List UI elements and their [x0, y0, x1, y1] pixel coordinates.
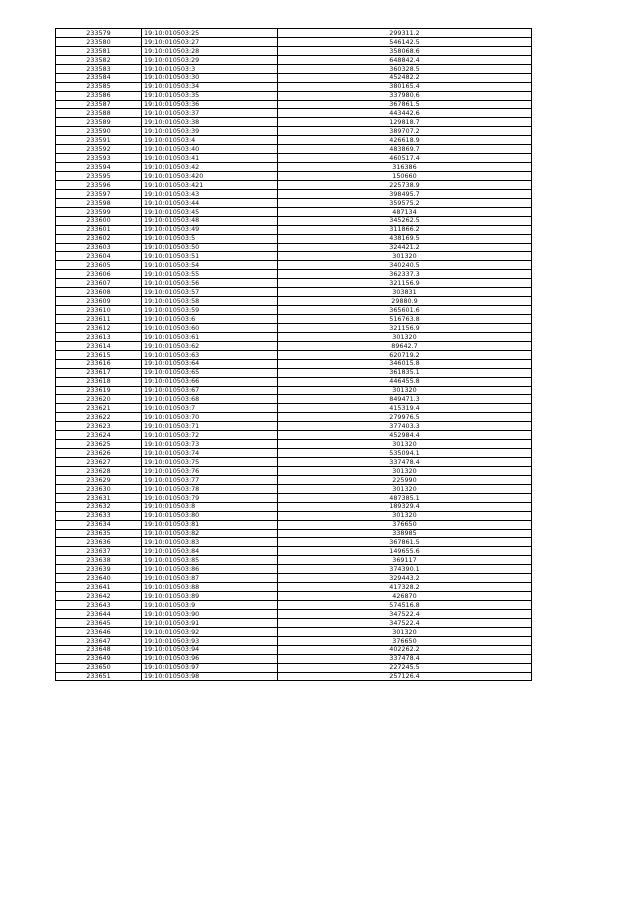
value-cell: 321156.9 [278, 279, 532, 288]
data-table [55, 28, 532, 681]
table-row [56, 100, 532, 109]
table-row [56, 493, 532, 502]
value-cell: 279976.5 [278, 413, 532, 422]
value-cell: 648842.4 [278, 55, 532, 64]
value-cell: 345262.5 [278, 216, 532, 225]
row-id-cell: 233613 [56, 332, 142, 341]
value-cell: 483869.7 [278, 145, 532, 154]
cadastral-number-cell: 19:10:010503:75 [142, 458, 278, 467]
row-id-cell: 233621 [56, 404, 142, 413]
row-id-cell: 233640 [56, 574, 142, 583]
value-cell: 346015.8 [278, 359, 532, 368]
table-row [56, 449, 532, 458]
row-id-cell: 233620 [56, 395, 142, 404]
cadastral-number-cell: 19:10:010503:97 [142, 663, 278, 672]
cadastral-number-cell: 19:10:010503:89 [142, 592, 278, 601]
cadastral-number-cell: 19:10:010503:7 [142, 404, 278, 413]
table-row [56, 431, 532, 440]
table-row [56, 475, 532, 484]
row-id-cell: 233585 [56, 82, 142, 91]
value-cell: 340240.5 [278, 261, 532, 270]
cadastral-number-cell: 19:10:010503:85 [142, 556, 278, 565]
value-cell: 415319.4 [278, 404, 532, 413]
row-id-cell: 233606 [56, 270, 142, 279]
cadastral-number-cell: 19:10:010503:91 [142, 618, 278, 627]
cadastral-number-cell: 19:10:010503:43 [142, 189, 278, 198]
row-id-cell: 233609 [56, 297, 142, 306]
cadastral-number-cell: 19:10:010503:58 [142, 297, 278, 306]
row-id-cell: 233602 [56, 234, 142, 243]
cadastral-number-cell: 19:10:010503:84 [142, 547, 278, 556]
row-id-cell: 233618 [56, 377, 142, 386]
cadastral-number-cell: 19:10:010503:4 [142, 136, 278, 145]
value-cell: 362337.3 [278, 270, 532, 279]
row-id-cell: 233596 [56, 180, 142, 189]
table-row [56, 252, 532, 261]
row-id-cell: 233601 [56, 225, 142, 234]
table-row [56, 297, 532, 306]
cadastral-number-cell: 19:10:010503:94 [142, 645, 278, 654]
value-cell: 426618.9 [278, 136, 532, 145]
cadastral-number-cell: 19:10:010503:60 [142, 323, 278, 332]
value-cell: 329443.2 [278, 574, 532, 583]
row-id-cell: 233622 [56, 413, 142, 422]
table-row [56, 484, 532, 493]
row-id-cell: 233614 [56, 341, 142, 350]
row-id-cell: 233650 [56, 663, 142, 672]
row-id-cell: 233636 [56, 538, 142, 547]
value-cell: 257126.4 [278, 672, 532, 681]
cadastral-number-cell: 19:10:010503:30 [142, 73, 278, 82]
cadastral-number-cell: 19:10:010503:77 [142, 475, 278, 484]
table-row [56, 118, 532, 127]
value-cell: 301320 [278, 252, 532, 261]
row-id-cell: 233600 [56, 216, 142, 225]
row-id-cell: 233594 [56, 163, 142, 172]
row-id-cell: 233579 [56, 29, 142, 38]
table-row [56, 198, 532, 207]
table-row [56, 538, 532, 547]
cadastral-number-cell: 19:10:010503:29 [142, 55, 278, 64]
cadastral-number-cell: 19:10:010503:37 [142, 109, 278, 118]
table-row [56, 386, 532, 395]
cadastral-number-cell: 19:10:010503:56 [142, 279, 278, 288]
table-row [56, 172, 532, 181]
cadastral-number-cell: 19:10:010503:86 [142, 565, 278, 574]
value-cell: 443442.6 [278, 109, 532, 118]
cadastral-number-cell: 19:10:010503:74 [142, 449, 278, 458]
row-id-cell: 233617 [56, 368, 142, 377]
table-row [56, 37, 532, 46]
cadastral-number-cell: 19:10:010503:41 [142, 154, 278, 163]
value-cell: 535094.1 [278, 449, 532, 458]
value-cell: 338985 [278, 529, 532, 538]
row-id-cell: 233604 [56, 252, 142, 261]
value-cell: 337478.4 [278, 654, 532, 663]
table-row [56, 511, 532, 520]
table-body [56, 29, 532, 681]
table-row [56, 592, 532, 601]
table-row [56, 609, 532, 618]
table-row [56, 583, 532, 592]
value-cell: 311866.2 [278, 225, 532, 234]
row-id-cell: 233628 [56, 466, 142, 475]
cadastral-number-cell: 19:10:010503:420 [142, 172, 278, 181]
value-cell: 374390.1 [278, 565, 532, 574]
value-cell: 367861.5 [278, 538, 532, 547]
row-id-cell: 233587 [56, 100, 142, 109]
cadastral-number-cell: 19:10:010503:72 [142, 431, 278, 440]
value-cell: 149655.6 [278, 547, 532, 556]
cadastral-number-cell: 19:10:010503:27 [142, 37, 278, 46]
value-cell: 398495.7 [278, 189, 532, 198]
table-row [56, 672, 532, 681]
row-id-cell: 233641 [56, 583, 142, 592]
table-row [56, 636, 532, 645]
cadastral-number-cell: 19:10:010503:38 [142, 118, 278, 127]
value-cell: 150660 [278, 172, 532, 181]
table-row [56, 529, 532, 538]
cadastral-number-cell: 19:10:010503:34 [142, 82, 278, 91]
table-row [56, 458, 532, 467]
row-id-cell: 233603 [56, 243, 142, 252]
value-cell: 574516.8 [278, 601, 532, 610]
row-id-cell: 233583 [56, 64, 142, 73]
value-cell: 620719.2 [278, 350, 532, 359]
table-row [56, 323, 532, 332]
cadastral-number-cell: 19:10:010503:64 [142, 359, 278, 368]
row-id-cell: 233634 [56, 520, 142, 529]
value-cell: 337980.6 [278, 91, 532, 100]
value-cell: 546142.5 [278, 37, 532, 46]
row-id-cell: 233590 [56, 127, 142, 136]
value-cell: 316386 [278, 163, 532, 172]
table-row [56, 502, 532, 511]
cadastral-number-cell: 19:10:010503:80 [142, 511, 278, 520]
row-id-cell: 233593 [56, 154, 142, 163]
cadastral-number-cell: 19:10:010503:59 [142, 306, 278, 315]
cadastral-number-cell: 19:10:010503:57 [142, 288, 278, 297]
table-row [56, 109, 532, 118]
table-row [56, 350, 532, 359]
cadastral-number-cell: 19:10:010503:88 [142, 583, 278, 592]
cadastral-number-cell: 19:10:010503:61 [142, 332, 278, 341]
value-cell: 377403.3 [278, 422, 532, 431]
table-row [56, 547, 532, 556]
table-row [56, 163, 532, 172]
row-id-cell: 233605 [56, 261, 142, 270]
cadastral-number-cell: 19:10:010503:44 [142, 198, 278, 207]
row-id-cell: 233645 [56, 618, 142, 627]
table-row [56, 574, 532, 583]
cadastral-number-cell: 19:10:010503:90 [142, 609, 278, 618]
value-cell: 487385.1 [278, 493, 532, 502]
cadastral-number-cell: 19:10:010503:48 [142, 216, 278, 225]
row-id-cell: 233615 [56, 350, 142, 359]
value-cell: 446455.8 [278, 377, 532, 386]
value-cell: 324421.2 [278, 243, 532, 252]
table-row [56, 466, 532, 475]
table-row [56, 377, 532, 386]
table-row [56, 288, 532, 297]
table-row [56, 279, 532, 288]
table-row [56, 82, 532, 91]
row-id-cell: 233581 [56, 46, 142, 55]
table-row [56, 404, 532, 413]
value-cell: 299311.2 [278, 29, 532, 38]
table-row [56, 422, 532, 431]
table-row [56, 136, 532, 145]
cadastral-number-cell: 19:10:010503:45 [142, 207, 278, 216]
row-id-cell: 233592 [56, 145, 142, 154]
value-cell: 452984.4 [278, 431, 532, 440]
value-cell: 301320 [278, 466, 532, 475]
table-row [56, 234, 532, 243]
value-cell: 402262.2 [278, 645, 532, 654]
cadastral-number-cell: 19:10:010503:54 [142, 261, 278, 270]
value-cell: 301320 [278, 440, 532, 449]
table-row [56, 46, 532, 55]
row-id-cell: 233584 [56, 73, 142, 82]
row-id-cell: 233624 [56, 431, 142, 440]
cadastral-number-cell: 19:10:010503:55 [142, 270, 278, 279]
value-cell: 417328.2 [278, 583, 532, 592]
cadastral-number-cell: 19:10:010503:66 [142, 377, 278, 386]
cadastral-number-cell: 19:10:010503:65 [142, 368, 278, 377]
row-id-cell: 233595 [56, 172, 142, 181]
value-cell: 225990 [278, 475, 532, 484]
row-id-cell: 233589 [56, 118, 142, 127]
table-row [56, 359, 532, 368]
cadastral-number-cell: 19:10:010503:76 [142, 466, 278, 475]
value-cell: 189329.4 [278, 502, 532, 511]
value-cell: 849471.3 [278, 395, 532, 404]
row-id-cell: 233598 [56, 198, 142, 207]
value-cell: 29880.9 [278, 297, 532, 306]
table-row [56, 627, 532, 636]
row-id-cell: 233642 [56, 592, 142, 601]
row-id-cell: 233626 [56, 449, 142, 458]
value-cell: 359575.2 [278, 198, 532, 207]
value-cell: 438169.5 [278, 234, 532, 243]
value-cell: 361835.1 [278, 368, 532, 377]
table-row [56, 395, 532, 404]
row-id-cell: 233644 [56, 609, 142, 618]
row-id-cell: 233632 [56, 502, 142, 511]
row-id-cell: 233635 [56, 529, 142, 538]
row-id-cell: 233637 [56, 547, 142, 556]
table-row [56, 216, 532, 225]
row-id-cell: 233599 [56, 207, 142, 216]
cadastral-number-cell: 19:10:010503:39 [142, 127, 278, 136]
cadastral-number-cell: 19:10:010503:42 [142, 163, 278, 172]
table-row [56, 306, 532, 315]
cadastral-number-cell: 19:10:010503:83 [142, 538, 278, 547]
value-cell: 365601.6 [278, 306, 532, 315]
table-row [56, 154, 532, 163]
value-cell: 380165.4 [278, 82, 532, 91]
row-id-cell: 233588 [56, 109, 142, 118]
table-row [56, 413, 532, 422]
cadastral-number-cell: 19:10:010503:50 [142, 243, 278, 252]
row-id-cell: 233591 [56, 136, 142, 145]
table-row [56, 127, 532, 136]
table-row [56, 189, 532, 198]
cadastral-number-cell: 19:10:010503:5 [142, 234, 278, 243]
table-row [56, 556, 532, 565]
table-row [56, 368, 532, 377]
cadastral-number-cell: 19:10:010503:49 [142, 225, 278, 234]
value-cell: 452482.2 [278, 73, 532, 82]
cadastral-number-cell: 19:10:010503:71 [142, 422, 278, 431]
table-row [56, 55, 532, 64]
cadastral-number-cell: 19:10:010503:67 [142, 386, 278, 395]
cadastral-number-cell: 19:10:010503:78 [142, 484, 278, 493]
table-row [56, 73, 532, 82]
row-id-cell: 233633 [56, 511, 142, 520]
value-cell: 129818.7 [278, 118, 532, 127]
row-id-cell: 233646 [56, 627, 142, 636]
row-id-cell: 233610 [56, 306, 142, 315]
value-cell: 367861.5 [278, 100, 532, 109]
table-row [56, 315, 532, 324]
cadastral-number-cell: 19:10:010503:63 [142, 350, 278, 359]
value-cell: 89642.7 [278, 341, 532, 350]
row-id-cell: 233580 [56, 37, 142, 46]
cadastral-number-cell: 19:10:010503:70 [142, 413, 278, 422]
row-id-cell: 233616 [56, 359, 142, 368]
value-cell: 347522.4 [278, 609, 532, 618]
row-id-cell: 233647 [56, 636, 142, 645]
cadastral-number-cell: 19:10:010503:25 [142, 29, 278, 38]
cadastral-number-cell: 19:10:010503:28 [142, 46, 278, 55]
row-id-cell: 233648 [56, 645, 142, 654]
table-row [56, 261, 532, 270]
row-id-cell: 233629 [56, 475, 142, 484]
value-cell: 426870 [278, 592, 532, 601]
row-id-cell: 233651 [56, 672, 142, 681]
cadastral-number-cell: 19:10:010503:87 [142, 574, 278, 583]
row-id-cell: 233625 [56, 440, 142, 449]
row-id-cell: 233611 [56, 315, 142, 324]
cadastral-number-cell: 19:10:010503:421 [142, 180, 278, 189]
value-cell: 376650 [278, 636, 532, 645]
cadastral-number-cell: 19:10:010503:93 [142, 636, 278, 645]
table-row [56, 91, 532, 100]
value-cell: 369117 [278, 556, 532, 565]
cadastral-number-cell: 19:10:010503:8 [142, 502, 278, 511]
cadastral-number-cell: 19:10:010503:92 [142, 627, 278, 636]
cadastral-number-cell: 19:10:010503:68 [142, 395, 278, 404]
value-cell: 303831 [278, 288, 532, 297]
table-row [56, 332, 532, 341]
row-id-cell: 233623 [56, 422, 142, 431]
table-row [56, 270, 532, 279]
cadastral-number-cell: 19:10:010503:79 [142, 493, 278, 502]
value-cell: 347522.4 [278, 618, 532, 627]
row-id-cell: 233612 [56, 323, 142, 332]
row-id-cell: 233631 [56, 493, 142, 502]
value-cell: 460517.4 [278, 154, 532, 163]
cadastral-number-cell: 19:10:010503:62 [142, 341, 278, 350]
value-cell: 389707.2 [278, 127, 532, 136]
cadastral-number-cell: 19:10:010503:3 [142, 64, 278, 73]
table-row [56, 520, 532, 529]
row-id-cell: 233597 [56, 189, 142, 198]
cadastral-number-cell: 19:10:010503:6 [142, 315, 278, 324]
table-row [56, 180, 532, 189]
table-row [56, 225, 532, 234]
value-cell: 301320 [278, 511, 532, 520]
row-id-cell: 233619 [56, 386, 142, 395]
cadastral-number-cell: 19:10:010503:35 [142, 91, 278, 100]
value-cell: 376650 [278, 520, 532, 529]
cadastral-number-cell: 19:10:010503:51 [142, 252, 278, 261]
row-id-cell: 233582 [56, 55, 142, 64]
table-row [56, 618, 532, 627]
table-row [56, 663, 532, 672]
value-cell: 301320 [278, 627, 532, 636]
table-row [56, 341, 532, 350]
value-cell: 360328.5 [278, 64, 532, 73]
table-row [56, 207, 532, 216]
row-id-cell: 233649 [56, 654, 142, 663]
cadastral-number-cell: 19:10:010503:96 [142, 654, 278, 663]
value-cell: 337478.4 [278, 458, 532, 467]
row-id-cell: 233630 [56, 484, 142, 493]
value-cell: 225738.9 [278, 180, 532, 189]
row-id-cell: 233627 [56, 458, 142, 467]
value-cell: 487134 [278, 207, 532, 216]
value-cell: 516763.8 [278, 315, 532, 324]
row-id-cell: 233643 [56, 601, 142, 610]
cadastral-number-cell: 19:10:010503:40 [142, 145, 278, 154]
table-row [56, 243, 532, 252]
row-id-cell: 233586 [56, 91, 142, 100]
cadastral-number-cell: 19:10:010503:81 [142, 520, 278, 529]
value-cell: 321156.9 [278, 323, 532, 332]
value-cell: 301320 [278, 386, 532, 395]
table-row [56, 565, 532, 574]
table-row [56, 29, 532, 38]
row-id-cell: 233639 [56, 565, 142, 574]
table-row [56, 440, 532, 449]
table-row [56, 654, 532, 663]
table-row [56, 645, 532, 654]
cadastral-number-cell: 19:10:010503:98 [142, 672, 278, 681]
row-id-cell: 233608 [56, 288, 142, 297]
row-id-cell: 233638 [56, 556, 142, 565]
cadastral-number-cell: 19:10:010503:82 [142, 529, 278, 538]
value-cell: 301320 [278, 484, 532, 493]
cadastral-number-cell: 19:10:010503:36 [142, 100, 278, 109]
cadastral-number-cell: 19:10:010503:9 [142, 601, 278, 610]
cadastral-number-cell: 19:10:010503:73 [142, 440, 278, 449]
value-cell: 227245.5 [278, 663, 532, 672]
table-row [56, 601, 532, 610]
value-cell: 358068.6 [278, 46, 532, 55]
value-cell: 301320 [278, 332, 532, 341]
table-row [56, 64, 532, 73]
row-id-cell: 233607 [56, 279, 142, 288]
table-row [56, 145, 532, 154]
